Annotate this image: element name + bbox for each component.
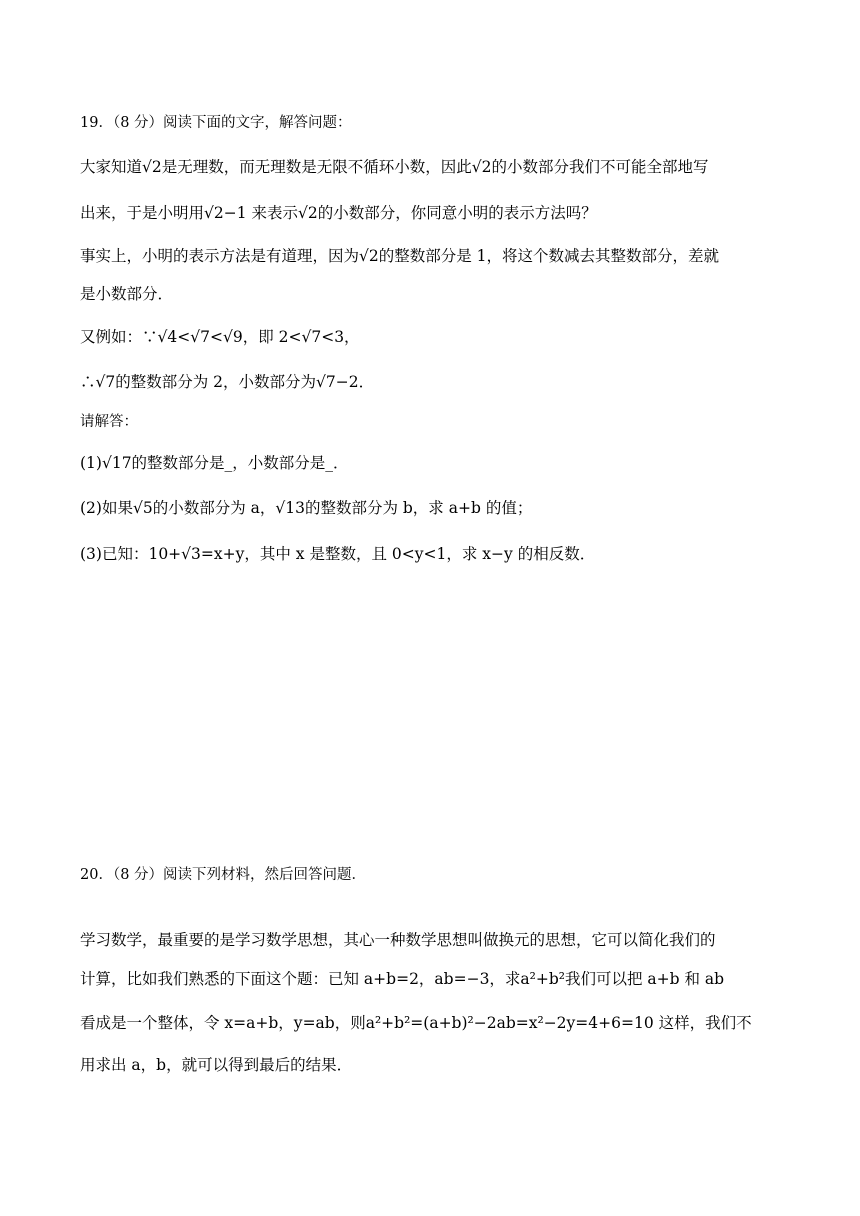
q19-example-conclusion: ∴√7的整数部分为 2，小数部分为√7−2． [80,373,375,391]
q19-part-1: (1)√17的整数部分是_，小数部分是_． [80,454,349,472]
q19-part-2: (2)如果√5的小数部分为 a，√13的整数部分为 b，求 a+b 的值； [80,499,533,517]
question-20-title: 20．（8 分）阅读下列材料，然后回答问题． [80,867,367,883]
q20-paragraph-line-4: 用求出 a，b，就可以得到最后的结果． [80,1056,353,1074]
q19-paragraph-1-line-2: 出来，于是小明用√2−1 来表示√2的小数部分，你同意小明的表示方法吗？ [80,204,597,222]
q19-example-line: 又例如：∵√4<√7<√9，即 2<√7<3， [80,328,360,346]
q19-paragraph-2-line-2: 是小数部分． [80,285,174,303]
q20-paragraph-line-2: 计算，比如我们熟悉的下面这个题：已知 a+b=2，ab=−3，求a²+b²我们可以把 a+b 和 ab [80,970,725,988]
q20-paragraph-line-1: 学习数学，最重要的是学习数学思想，其心一种数学思想叫做换元的思想，它可以简化我们的 [80,931,716,949]
q19-paragraph-1-line-1: 大家知道√2是无理数，而无理数是无限不循环小数，因此√2的小数部分我们不可能全部地写 [80,158,709,176]
q19-prompt: 请解答： [80,414,138,430]
question-19-title: 19．（8 分）阅读下面的文字，解答问题： [80,115,352,131]
q20-paragraph-line-3: 看成是一个整体，令 x=a+b，y=ab，则a²+b²=(a+b)²−2ab=x²−2y=4+6=10 这样，我们不 [80,1014,752,1032]
q19-part-3: (3)已知：10+√3=x+y，其中 x 是整数，且 0<y<1，求 x−y 的相反数． [80,545,596,563]
q19-paragraph-2-line-1: 事实上，小明的表示方法是有道理，因为√2的整数部分是 1，将这个数减去其整数部分，差就 [80,247,720,265]
